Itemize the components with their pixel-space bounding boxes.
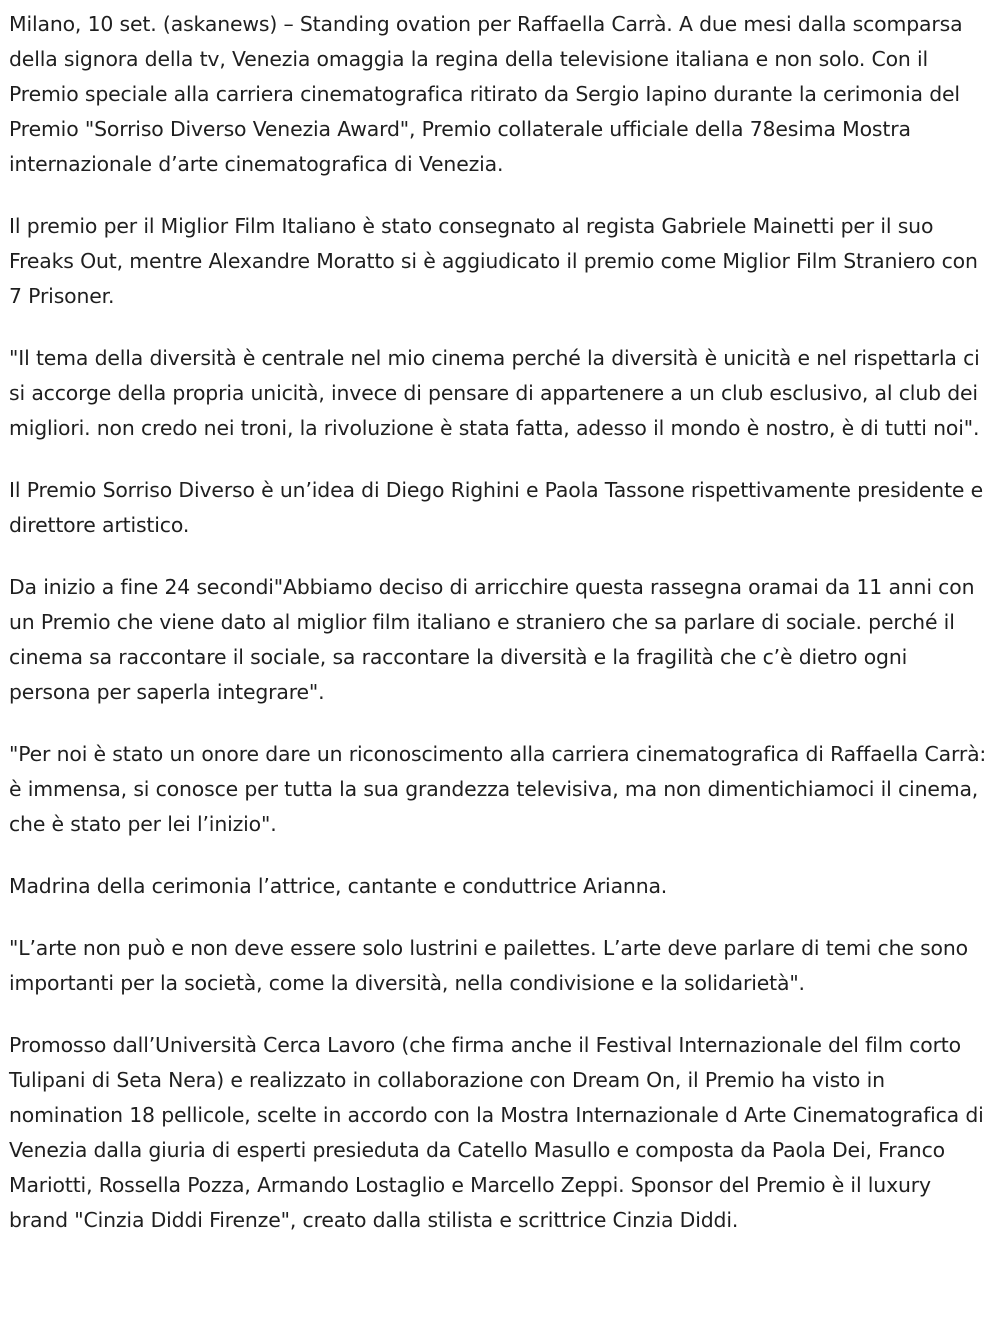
- article-paragraph-winners: Il premio per il Miglior Film Italiano è stato consegnato al regista Gabriele Mainetti per il suo Freaks Out, mentre Alexandre Moratto si è aggiudicato il premio come Miglior Film Straniero con 7 Prisoner.: [9, 214, 978, 308]
- article-body: [9, 7, 991, 1238]
- article-paragraph-quote-rassegna: Da inizio a fine 24 secondi"Abbiamo deciso di arricchire questa rassegna oramai da 11 anni con un Premio che viene dato al miglior film italiano e straniero che sa parlare di sociale. perché il cinema sa raccontare il sociale, sa raccontare la diversità e la fragilità che c’è dietro ogni persona per saperla integrare".: [9, 575, 975, 704]
- article-paragraph-quote-carra: "Per noi è stato un onore dare un riconoscimento alla carriera cinematografica di Raffaella Carrà: è immensa, si conosce per tutta la sua grandezza televisiva, ma non dimentichiamoci il cinema, che è stato per lei l’inizio".: [9, 742, 987, 836]
- article-paragraph-madrina: Madrina della cerimonia l’attrice, cantante e conduttrice Arianna.: [9, 874, 668, 898]
- article-paragraph-founders: Il Premio Sorriso Diverso è un’idea di Diego Righini e Paola Tassone rispettivamente presidente e direttore artistico.: [9, 478, 984, 537]
- article-paragraph-intro: Milano, 10 set. (askanews) – Standing ovation per Raffaella Carrà. A due mesi dalla scomparsa della signora della tv, Venezia omaggia la regina della televisione italiana e non solo. Con il Premio speciale alla carriera cinematografica ritirato da Sergio Iapino durante la cerimonia del Premio "Sorriso Diverso Venezia Award", Premio collaterale ufficiale della 78esima Mostra internazionale d’arte cinematografica di Venezia.: [9, 12, 963, 176]
- article-paragraph-quote-arte: "L’arte non può e non deve essere solo lustrini e pailettes. L’arte deve parlare di temi che sono importanti per la società, come la diversità, nella condivisione e la solidarietà".: [9, 936, 968, 995]
- article-paragraph-quote-diversity: "Il tema della diversità è centrale nel mio cinema perché la diversità è unicità e nel rispettarla ci si accorge della propria unicità, invece di pensare di appartenere a un club esclusivo, al club dei migliori. non credo nei troni, la rivoluzione è stata fatta, adesso il mondo è nostro, è di tutti noi".: [9, 346, 980, 440]
- article-paragraph-promoters: Promosso dall’Università Cerca Lavoro (che firma anche il Festival Internazionale del film corto Tulipani di Seta Nera) e realizzato in collaborazione con Dream On, il Premio ha visto in nomination 18 pellicole, scelte in accordo con la Mostra Internazionale d Arte Cinematografica di Venezia dalla giuria di esperti presieduta da Catello Masullo e composta da Paola Dei, Franco Mariotti, Rossella Pozza, Armando Lostaglio e Marcello Zeppi. Sponsor del Premio è il luxury brand "Cinzia Diddi Firenze", creato dalla stilista e scrittrice Cinzia Diddi.: [9, 1033, 984, 1232]
